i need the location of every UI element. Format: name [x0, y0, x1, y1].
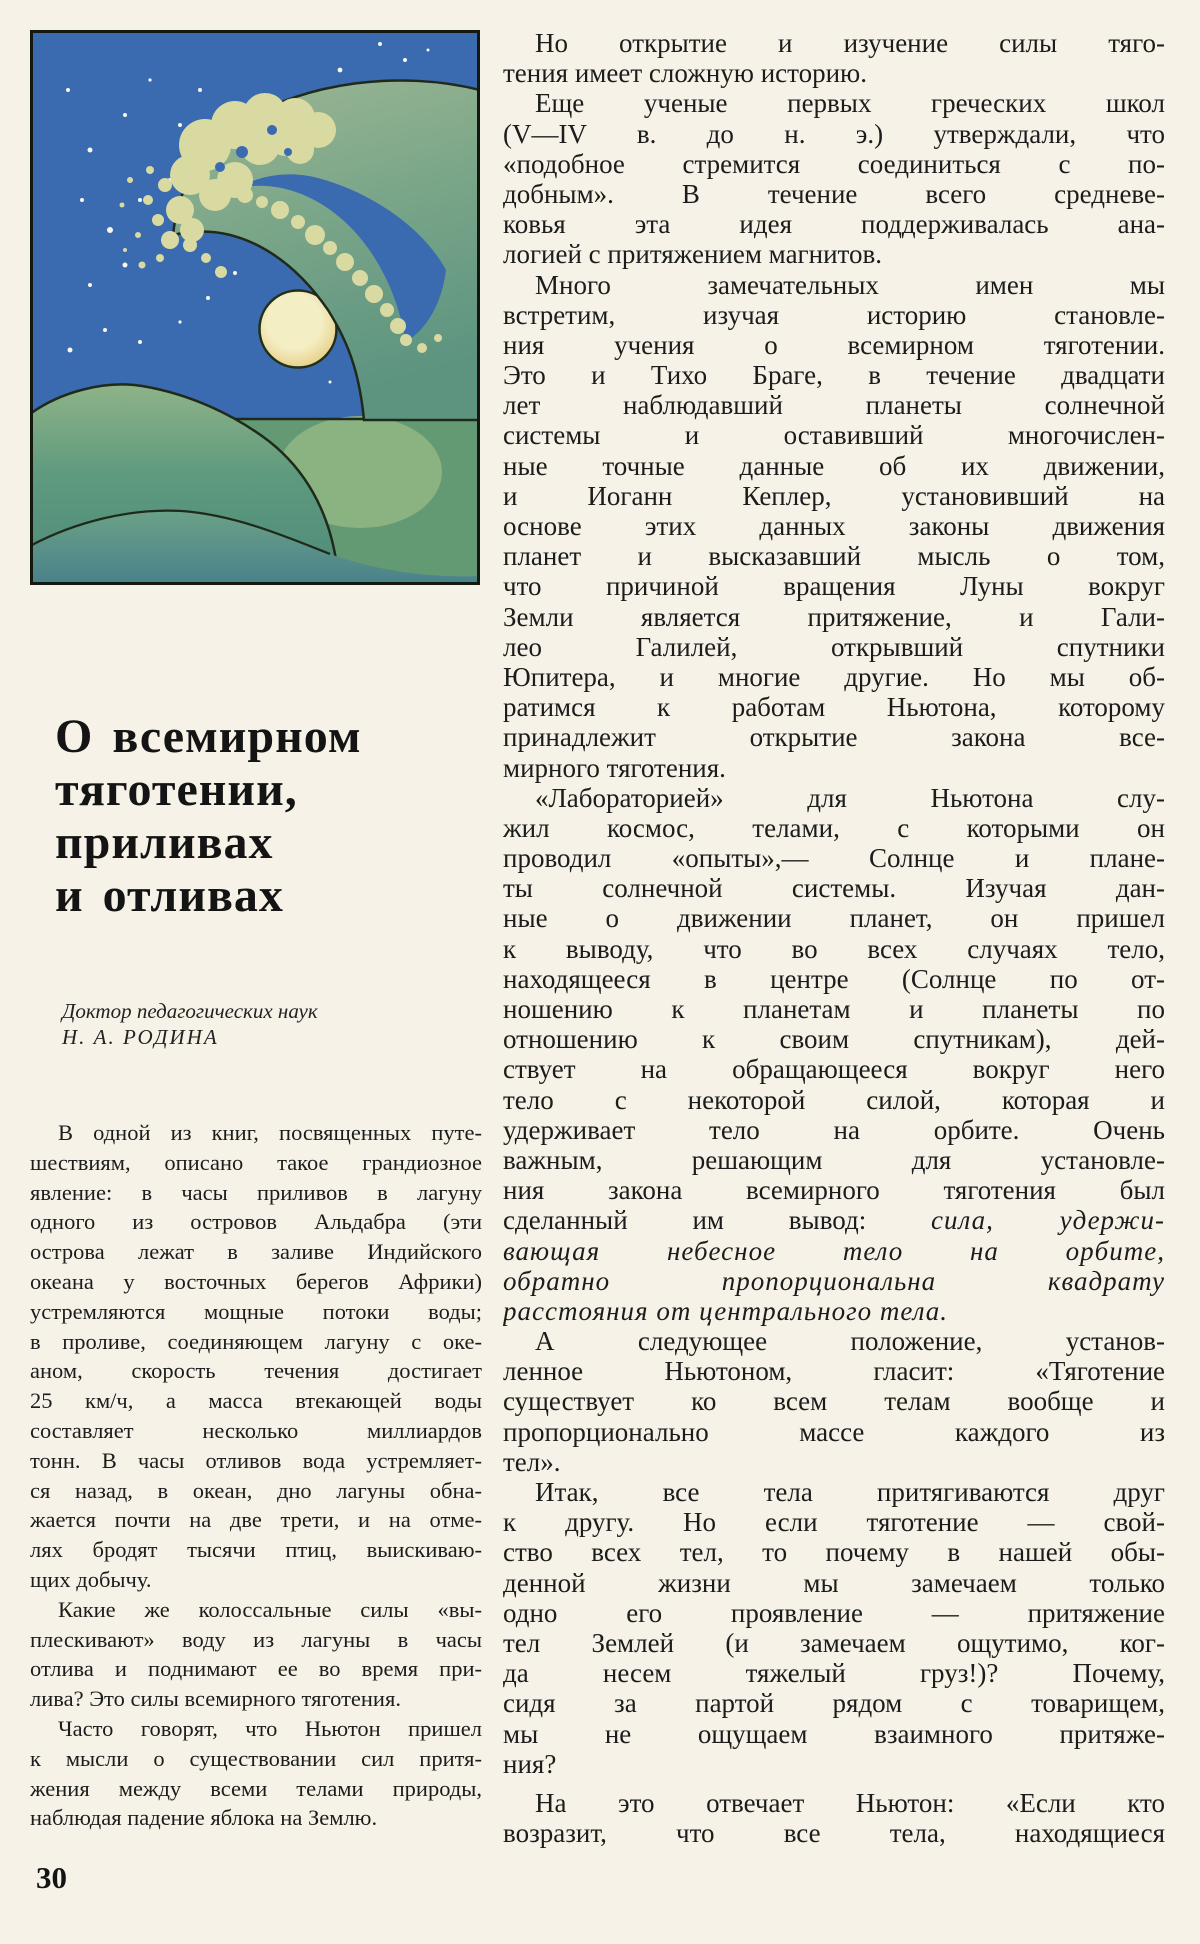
- paragraph: [30, 1118, 482, 1595]
- text-line: аном, скорость течения достигает: [30, 1358, 482, 1384]
- text-line: ния?: [503, 1748, 557, 1779]
- text-line: жается почти на две трети, и на отме-: [30, 1507, 482, 1533]
- text-line: В одной из книг, посвященных путе-: [58, 1120, 482, 1145]
- title-line: и отливах: [55, 869, 284, 922]
- text-line: мирного тяготения.: [503, 752, 726, 783]
- paragraph: [503, 783, 1165, 1326]
- title-line: О всемирном: [55, 710, 362, 763]
- text-line: Много замечательных имен мы: [535, 269, 1165, 300]
- text-line: плескивают» воду из лагуны в часы: [30, 1626, 482, 1652]
- text-line: 25 км/ч, а масса втекающей воды: [30, 1388, 482, 1414]
- text-line: тения имеет сложную историю.: [503, 58, 867, 89]
- text-line: одного из островов Альдабра (эти: [30, 1209, 482, 1235]
- text-line: ния закона всемирного тяготения был: [503, 1175, 1165, 1206]
- text-line: что причиной вращения Луны вокруг: [503, 571, 1165, 602]
- page-number: 30: [36, 1860, 67, 1895]
- text-line: пропорционально массе каждого из: [503, 1416, 1165, 1447]
- text-line: «Лабораторией» для Ньютона слу-: [535, 782, 1165, 813]
- text-line: океана у восточных берегов Африки): [30, 1268, 482, 1294]
- text-line: Это и Тихо Браге, в течение двадцати: [503, 360, 1165, 391]
- text-line: обратно пропорциональна квадрату: [503, 1265, 1165, 1296]
- wave-moon-art: [30, 30, 480, 585]
- text-line: Еще ученые первых греческих школ: [535, 88, 1165, 119]
- text-line: шествиям, описано такое грандиозное: [30, 1149, 482, 1175]
- text-line: системы и оставивший многочислен-: [503, 420, 1165, 451]
- paragraph: [30, 1595, 482, 1714]
- title-line: тяготении,: [55, 763, 298, 816]
- text-line: лях бродят тысячи птиц, выискиваю-: [30, 1537, 482, 1563]
- text-line: находящееся в центре (Солнце по от-: [503, 963, 1165, 994]
- text-line: тел Землей (и замечаем ощутимо, ког-: [503, 1627, 1165, 1658]
- paragraph: [503, 28, 1165, 88]
- wave-moon-illustration: [30, 30, 480, 585]
- text-line: ство всех тел, то почему в нашей обы-: [503, 1537, 1165, 1568]
- text-line: жения между всеми телами природы,: [30, 1775, 482, 1801]
- author-name: Н. А. РОДИНА: [62, 1025, 219, 1049]
- paragraph: [503, 88, 1165, 269]
- text-line: ния учения о всемирном тяготении.: [503, 329, 1165, 360]
- text-line: Какие же колоссальные силы «вы-: [58, 1596, 482, 1622]
- text-line: лива? Это силы всемирного тяготения.: [30, 1686, 401, 1712]
- article-title: [55, 710, 475, 922]
- left-column: [30, 1118, 482, 1833]
- text-line: Часто говорят, что Ньютон пришел: [58, 1715, 482, 1741]
- text-line: (V—IV в. до н. э.) утверждали, что: [503, 118, 1165, 149]
- text-line: одно его проявление — притяжение: [503, 1597, 1165, 1628]
- text-line: ты солнечной системы. Изучая дан-: [503, 873, 1165, 904]
- text-line: тело с некоторой силой, которая и: [503, 1084, 1165, 1115]
- text-line: вающая небесное тело на орбите,: [503, 1235, 1165, 1266]
- text-line: добным». В течение всего средневе-: [503, 178, 1165, 209]
- text-line: явление: в часы приливов в лагуну: [30, 1179, 482, 1205]
- paragraph: [503, 1788, 1165, 1848]
- text-line: денной жизни мы замечаем только: [503, 1567, 1165, 1598]
- text-line: удерживает тело на орбите. Очень: [503, 1114, 1165, 1145]
- text-line: ные о движении планет, он пришел: [503, 903, 1165, 934]
- text-line: жил космос, телами, с которыми он: [503, 812, 1165, 843]
- text-line: встретим, изучая историю становле-: [503, 299, 1165, 330]
- text-line: Земли является притяжение, и Гали-: [503, 601, 1165, 632]
- paragraph: [503, 1326, 1165, 1477]
- text-line: тел».: [503, 1446, 561, 1477]
- text-line: принадлежит открытие закона все-: [503, 722, 1165, 753]
- text-line: Но открытие и изучение силы тяго-: [535, 28, 1165, 58]
- text-line: к выводу, что во всех случаях тело,: [503, 933, 1165, 964]
- paragraph: [30, 1714, 482, 1833]
- text-line: отношению к своим спутникам), дей-: [503, 1024, 1165, 1055]
- text-line: ковья эта идея поддерживалась ана-: [503, 209, 1165, 240]
- text-line: и Иоганн Кеплер, установивший на: [503, 480, 1165, 511]
- text-line: к мысли о существовании сил притя-: [30, 1745, 482, 1771]
- title-line: приливах: [55, 816, 274, 869]
- text-line: сидя за партой рядом с товарищем,: [503, 1688, 1165, 1719]
- text-line: составляет несколько миллиардов: [30, 1417, 482, 1443]
- text-line: логией с притяжением магнитов.: [503, 239, 882, 270]
- text-line: устремляются мощные потоки воды;: [30, 1298, 482, 1324]
- text-line: лео Галилей, открывший спутники: [503, 631, 1165, 662]
- text-line: Юпитера, и многие другие. Но мы об-: [503, 661, 1165, 692]
- text-line: к другу. Но если тяготение — свой-: [503, 1507, 1165, 1538]
- text-line: Итак, все тела притягиваются друг: [535, 1477, 1165, 1507]
- text-line: отлива и поднимают ее во время при-: [30, 1656, 482, 1682]
- text-line: «подобное стремится соединиться с по-: [503, 148, 1165, 179]
- text-line: расстояния от центрального тела.: [503, 1295, 949, 1326]
- text-line: лет наблюдавший планеты солнечной: [503, 390, 1165, 421]
- text-line: ные точные данные об их движении,: [503, 450, 1165, 481]
- text-line: ленное Ньютоном, гласит: «Тяготение: [503, 1356, 1165, 1387]
- text-line: острова лежат в заливе Индийского: [30, 1239, 482, 1265]
- text-line: А следующее положение, установ-: [535, 1326, 1165, 1357]
- text-line: ствует на обращающееся вокруг него: [503, 1054, 1165, 1085]
- text-line: проводил «опыты»,— Солнце и плане-: [503, 843, 1165, 874]
- author-degree: Доктор педагогических наук: [62, 999, 318, 1023]
- text-line: существует ко всем телам вообще и: [503, 1386, 1165, 1417]
- right-column: [503, 28, 1165, 1848]
- text-line: важным, решающим для установле-: [503, 1144, 1165, 1175]
- text-line: ся назад, в океан, дно лагуны обна-: [30, 1477, 482, 1503]
- text-line: основе этих данных законы движения: [503, 511, 1165, 541]
- paragraph: [503, 1477, 1165, 1779]
- text-line: мы не ощущаем взаимного притяже-: [503, 1718, 1165, 1749]
- text-line: щих добычу.: [30, 1566, 152, 1592]
- text-line: На это отвечает Ньютон: «Если кто: [535, 1787, 1165, 1818]
- text-line: планет и высказавший мысль о том,: [503, 541, 1165, 572]
- text-line: да несем тяжелый груз!)? Почему,: [503, 1658, 1165, 1689]
- text-line: наблюдая падение яблока на Землю.: [30, 1805, 378, 1831]
- text-line: ношению к планетам и планеты по: [503, 994, 1165, 1024]
- paragraph: [503, 270, 1165, 783]
- text-line: в проливе, соединяющем лагуну с оке-: [30, 1328, 482, 1354]
- author-block: [62, 998, 462, 1050]
- text-line: возразит, что все тела, находящиеся: [503, 1818, 1165, 1849]
- text-line: сделанный им вывод: сила, удержи-: [503, 1205, 1165, 1236]
- text-line: тонн. В часы отливов вода устремляет-: [30, 1447, 482, 1473]
- text-line: ратимся к работам Ньютона, которому: [503, 692, 1165, 723]
